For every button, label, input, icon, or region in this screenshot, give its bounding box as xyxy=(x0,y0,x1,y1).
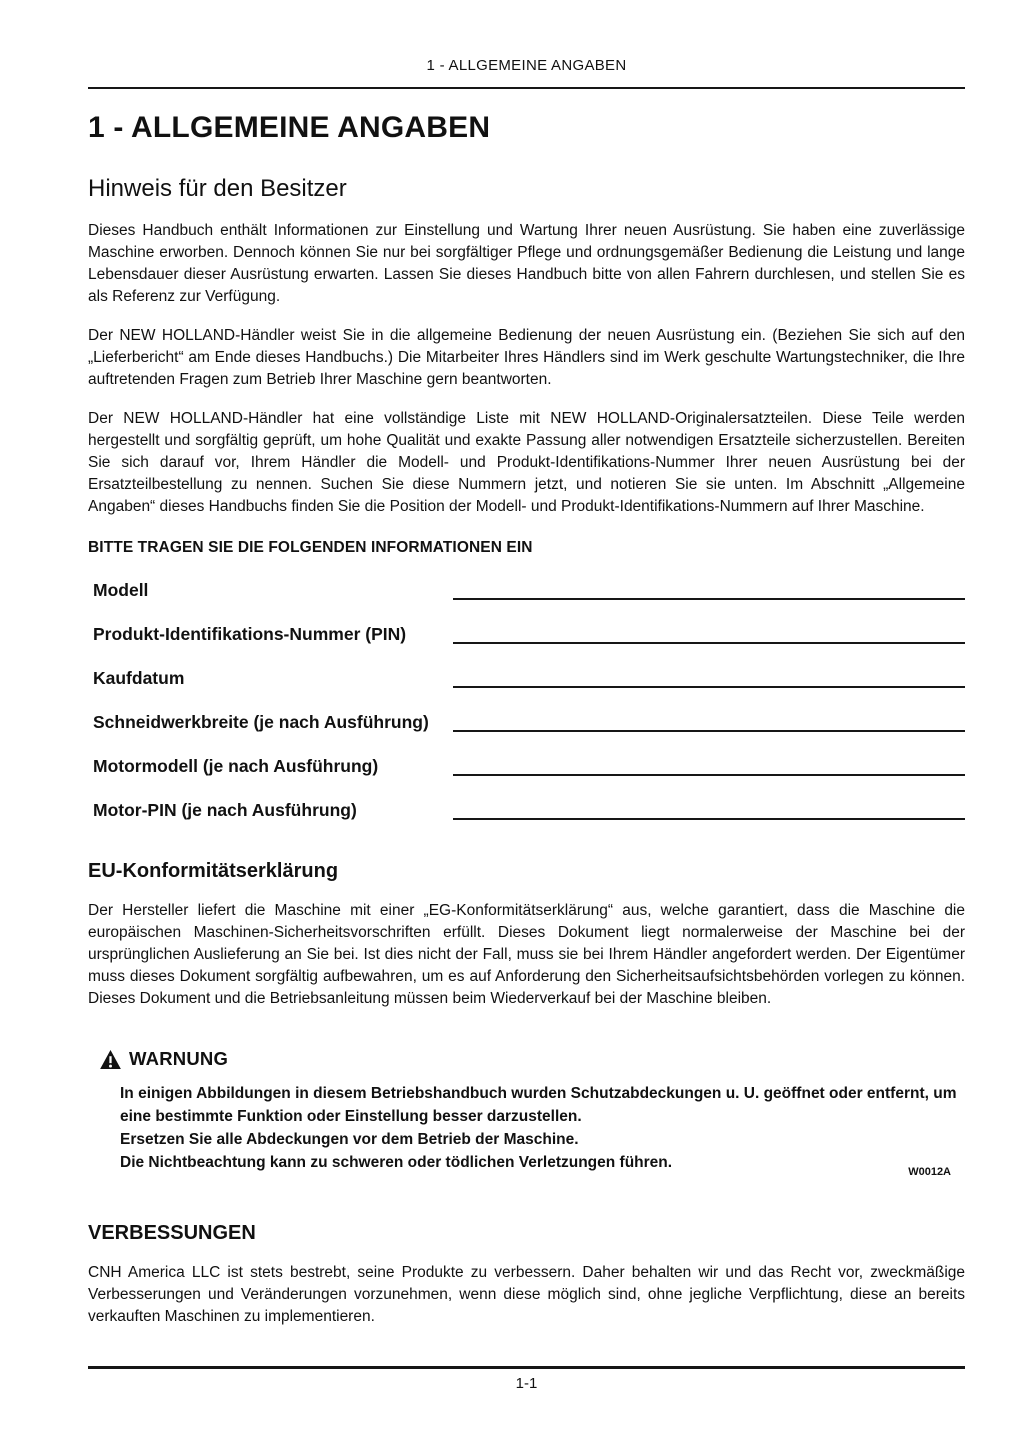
form-row-pin xyxy=(93,613,965,648)
improvements-heading: VERBESSUNGEN xyxy=(88,1222,256,1244)
form-label-pin: Produkt-Identifikations-Nummer (PIN) xyxy=(93,624,407,644)
warning-heading-label: WARNUNG xyxy=(129,1048,229,1069)
form-label-motormodell: Motormodell (je nach Ausführung) xyxy=(93,756,379,776)
page-footer xyxy=(88,1366,965,1392)
warning-line-1: In einigen Abbildungen in diesem Betriebshandbuch wurden Schutzabdeckungen u. U. geöffnet oder entfernt, um eine bestimmte Funktion oder Einstellung besser darzustellen. xyxy=(120,1085,957,1125)
eu-declaration-paragraph: Der Hersteller liefert die Maschine mit einer „EG-Konformitätserklärung“ aus, welche garantiert, dass die Maschine die europäischen Maschinen-Sicherheitsvorschriften erfüllt. Dieses Dokument liegt normalerweise der Maschine bei der ursprünglichen Auslieferung an Sie bei. Ist dies nicht der Fall, muss sie bei Ihrem Händler angefordert werden. Der Eigentümer muss dieses Dokument sorgfältig aufbewahren, um es auf Anforderung den Sicherheitsaufsichtsbehörden vorlegen zu können. Dieses Dokument und die Betriebsanleitung müssen beim Wiederverkauf bei der Maschine bleiben. xyxy=(88,902,965,1007)
owner-note-paragraph-2: Der NEW HOLLAND-Händler weist Sie in die allgemeine Bedienung der neuen Ausrüstung ein. (Beziehen Sie sich auf den „Lieferbericht“ am Ende dieses Handbuchs.) Die Mitarbeiter Ihres Händlers sind im Werk geschulte Wartungstechniker, die Ihre auftretenden Fragen zum Betrieb Ihrer Maschine gern beantworten. xyxy=(88,327,965,388)
form-label-motor-pin: Motor-PIN (je nach Ausführung) xyxy=(93,800,357,820)
form-row-modell xyxy=(93,569,965,604)
form-blank-line-motormodell xyxy=(453,745,965,776)
page-content xyxy=(88,0,965,1328)
form-blank-line-modell xyxy=(453,569,965,600)
warning-heading xyxy=(100,1048,965,1070)
form-heading: BITTE TRAGEN SIE DIE FOLGENDEN INFORMATIONEN EIN xyxy=(88,539,533,556)
warning-body xyxy=(100,1082,965,1174)
form-blank-line-kaufdatum xyxy=(453,657,965,688)
running-header: 1 - ALLGEMEINE ANGABEN xyxy=(88,0,965,89)
page-number: 1-1 xyxy=(515,1375,538,1392)
warning-reference-code: W0012A xyxy=(908,1166,951,1178)
owner-note-heading: Hinweis für den Besitzer xyxy=(88,175,347,202)
warning-triangle-icon xyxy=(100,1050,121,1069)
form-blank-line-schneidwerkbreite xyxy=(453,701,965,732)
form-blank-line-pin xyxy=(453,613,965,644)
form-row-schneidwerkbreite xyxy=(93,701,965,736)
form-row-motor-pin xyxy=(93,789,965,824)
page-title: 1 - ALLGEMEINE ANGABEN xyxy=(88,111,491,144)
improvements-paragraph: CNH America LLC ist stets bestrebt, seine Produkte zu verbessern. Daher behalten wir und das Recht vor, zweckmäßige Verbesserungen und Veränderungen vorzunehmen, wenn diese möglich sind, ohne jegliche Verpflichtung, diese an bereits verkauften Maschinen zu implementieren. xyxy=(88,1264,965,1325)
warning-line-3: Die Nichtbeachtung kann zu schweren oder tödlichen Verletzungen führen. xyxy=(120,1154,673,1171)
warning-block xyxy=(88,1048,965,1178)
owner-note-paragraph-3: Der NEW HOLLAND-Händler hat eine vollständige Liste mit NEW HOLLAND-Originalersatzteilen. Diese Teile werden hergestellt und sorgfältig geprüft, um hohe Qualität und exakte Passung aller notwendigen Ersatzteile sicherzustellen. Bereiten Sie sich darauf vor, Ihrem Händler die Modell- und Produkt-Identifikations-Nummer Ihrer neuen Ausrüstung bei der Ersatzteilbestellung zu nennen. Suchen Sie diese Nummern jetzt, und notieren Sie sie unten. Im Abschnitt „Allgemeine Angaben“ dieses Handbuchs finden Sie die Position der Modell- und Produkt-Identifikations-Nummern auf Ihrer Maschine. xyxy=(88,410,965,515)
form-label-kaufdatum: Kaufdatum xyxy=(93,668,185,688)
form-label-schneidwerkbreite: Schneidwerkbreite (je nach Ausführung) xyxy=(93,712,429,732)
form-row-kaufdatum xyxy=(93,657,965,692)
form-blank-line-motor-pin xyxy=(453,789,965,820)
warning-line-2: Ersetzen Sie alle Abdeckungen vor dem Betrieb der Maschine. xyxy=(120,1131,579,1148)
owner-note-paragraph-1: Dieses Handbuch enthält Informationen zur Einstellung und Wartung Ihrer neuen Ausrüstung. Sie haben eine zuverlässige Maschine erworben. Dennoch können Sie nur bei sorgfältiger Pflege und ordnungsgemäßer Bedienung die Leistung und lange Lebensdauer dieser Ausrüstung erwarten. Lassen Sie dieses Handbuch bitte von allen Fahrern durchlesen, und stellen Sie es als Referenz zur Verfügung. xyxy=(88,222,965,305)
form-label-modell: Modell xyxy=(93,580,149,600)
information-form xyxy=(93,569,965,824)
eu-declaration-heading: EU-Konformitätserklärung xyxy=(88,860,339,882)
form-row-motormodell xyxy=(93,745,965,780)
